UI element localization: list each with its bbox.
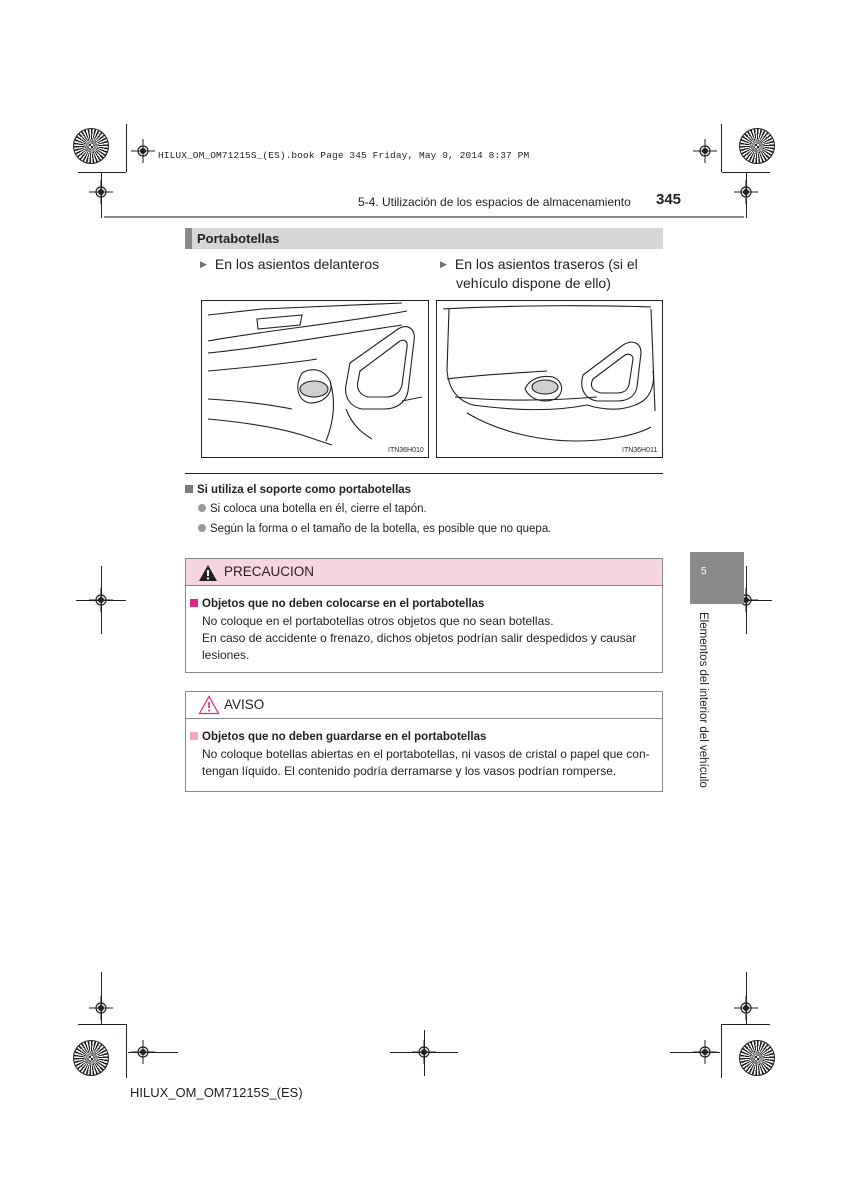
caution-header bbox=[186, 559, 662, 586]
square-bullet-icon bbox=[185, 485, 193, 493]
chapter-tab bbox=[690, 552, 744, 604]
section-heading: 5-4. Utilización de los espacios de almacenamiento bbox=[358, 195, 631, 209]
title-accent bbox=[185, 228, 192, 249]
section-title: Portabotellas bbox=[197, 231, 280, 246]
registration-mark-icon bbox=[734, 180, 758, 204]
figure-code: ITN36H011 bbox=[622, 447, 658, 454]
footer-code: HILUX_OM_OM71215S_(ES) bbox=[130, 1085, 303, 1100]
chapter-number: 5 bbox=[701, 566, 707, 577]
square-bullet-icon bbox=[190, 599, 198, 607]
caution-text: No coloque en el portabotellas otros objetos que no sean botellas. En caso de accidente o frenazo, dichos objetos podrían salir despedidos y causar lesiones. bbox=[202, 614, 637, 662]
registration-mark-icon bbox=[693, 139, 717, 163]
color-target-icon bbox=[739, 128, 775, 164]
notice-text: No coloque botellas abiertas en el portabotellas, ni vasos de cristal o papel que con- tengan líquido. El contenido podría derramarse y los vasos podrían romperse. bbox=[202, 747, 650, 778]
caution-title: PRECAUCION bbox=[224, 564, 315, 579]
caution-box bbox=[185, 558, 663, 673]
triangle-bullet-icon: ▶ bbox=[440, 259, 447, 269]
chapter-title-vertical: Elementos del interior del vehículo bbox=[697, 612, 709, 788]
notice-subtitle: Objetos que no deben guardarse en el portabotellas bbox=[202, 731, 487, 743]
page-number: 345 bbox=[656, 191, 682, 208]
square-bullet-icon bbox=[190, 732, 198, 740]
caution-subtitle-row bbox=[190, 598, 484, 610]
book-info: HILUX_OM_OM71215S_(ES).book Page 345 Friday, May 9, 2014 8:37 PM bbox=[158, 150, 530, 161]
position-label-rear bbox=[440, 255, 662, 293]
position-label-front: ▶ En los asientos delanteros bbox=[200, 256, 380, 272]
color-target-icon bbox=[73, 1040, 109, 1076]
note-item: Según la forma o el tamaño de la botella, es posible que no quepa. bbox=[198, 523, 551, 535]
front-door-bottle-holder-illustration bbox=[202, 301, 428, 457]
rear-label-line1: ▶ En los asientos traseros (si el bbox=[440, 256, 638, 272]
triangle-bullet-icon: ▶ bbox=[200, 259, 207, 269]
figure-rear-bottle-holder bbox=[436, 300, 663, 458]
dot-bullet-icon bbox=[198, 504, 206, 512]
notice-header bbox=[186, 692, 662, 719]
notice-subtitle-row bbox=[190, 731, 486, 743]
warning-triangle-icon bbox=[198, 564, 218, 582]
registration-mark-icon bbox=[131, 139, 155, 163]
rear-door-bottle-holder-illustration bbox=[437, 301, 662, 457]
header-rule bbox=[104, 216, 744, 218]
color-target-icon bbox=[73, 128, 109, 164]
registration-mark-icon bbox=[89, 180, 113, 204]
notice-title: AVISO bbox=[224, 697, 265, 712]
separator-rule bbox=[185, 473, 663, 474]
note-item: Si coloca una botella en él, cierre el tapón. bbox=[198, 503, 427, 515]
dot-bullet-icon bbox=[198, 524, 206, 532]
figure-code: ITN36H010 bbox=[388, 447, 424, 454]
rear-label-line2: vehículo dispone de ello) bbox=[456, 275, 611, 291]
notice-triangle-icon bbox=[198, 695, 220, 715]
caution-subtitle: Objetos que no deben colocarse en el portabotellas bbox=[202, 598, 485, 610]
color-target-icon bbox=[739, 1040, 775, 1076]
section-title-bar bbox=[185, 228, 663, 249]
notice-box bbox=[185, 691, 663, 792]
notes-heading: Si utiliza el soporte como portabotellas bbox=[185, 484, 411, 496]
figure-front-bottle-holder bbox=[201, 300, 429, 458]
